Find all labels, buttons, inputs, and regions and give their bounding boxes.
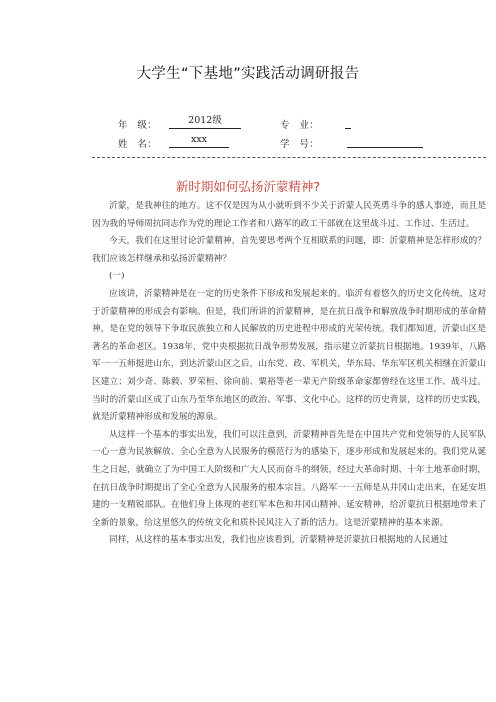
section-marker: (一) (109, 271, 125, 282)
major-label: 专 业： (280, 120, 319, 131)
paragraph: 今天，我们在这里讨论沂蒙精神，首先要思考两个互相联系的问题，即：沂蒙精神是怎样形成的？我们应该怎样继承和弘扬沂蒙精神？ (92, 236, 486, 264)
separator-dashed-line (92, 157, 486, 158)
paragraph: 从这样一个基本的事实出发，我们可以注意到，沂蒙精神首先是在中国共产党和党领导的人民军队一心一意为民族解放、全心全意为人民服务的模范行为的感染下，逐步形成和发展起来的。我们党从诞生之日起，就确立了为中国工人阶级和广大人民而奋斗的纲领，经过大革命时期、十年土地革命时期，在抗日战争时期提出了全心全意为人民服务的根本宗旨。八路军一一五师是从井冈山走出来，在延安坦建的一支精锐部队。在他们身上体现的老红军本色和井冈山精神、延安精神，给沂蒙抗日根据地带来了全新的景象，给这里悠久的传统文化和质朴民风注入了新的活力。这是沂蒙精神的基本来源。 (92, 429, 486, 528)
major-field (345, 115, 351, 129)
document-title: 大学生“下基地”实践活动调研报告 (136, 66, 360, 82)
name-field: xxx (169, 134, 229, 148)
paragraph: 同样，从这样的基本事实出发，我们也应该看到，沂蒙精神是沂蒙抗日根据地的人民通过 (109, 535, 448, 546)
grade-label: 年 级： (118, 120, 157, 131)
paragraph: 应该讲，沂蒙精神是在一定的历史条件下形成和发展起来的。临沂有着悠久的历史文化传统，这对于沂蒙精神的形成会有影响。但是，我们所讲的沂蒙精神，是在抗日战争和解放战争时期形成的革命精神，是在党的领导下争取民族独立和人民解放的历史进程中形成的光荣传统。我们都知道，沂蒙山区是著名的革命老区。1938年，党中央根据抗日战争形势发展，指示建立沂蒙抗日根据地。1939年，八路军一一五师挺进山东，到达沂蒙山区之后，山东党、政、军机关，华东局、华东军区机关相继在沂蒙山区建立；刘少奇、陈毅、罗荣桓、徐向前、粟裕等老一辈无产阶级革命家都曾经在这里工作、战斗过。当时的沂蒙山区成了山东乃至华东地区的政治、军事、文化中心。这样的历史背景，这样的历史实践，就是沂蒙精神形成和发展的源泉。 (92, 288, 486, 423)
section-title: 新时期如何弘扬沂蒙精神? (175, 179, 321, 194)
report-body (92, 198, 486, 550)
grade-field: 2012级 (169, 115, 241, 129)
student-id-field (347, 134, 423, 148)
student-id-label: 学 号： (280, 139, 319, 150)
name-label: 姓 名： (118, 139, 157, 150)
paragraph: 沂蒙，是我神往的地方。这不仅是因为从小就听到不少关于沂蒙人民英勇斗争的感人事迹，而且是因为我的导师周抗同志作为党的理论工作者和八路军的政工干部就在这里战斗过、工作过、生活过。 (92, 201, 486, 229)
